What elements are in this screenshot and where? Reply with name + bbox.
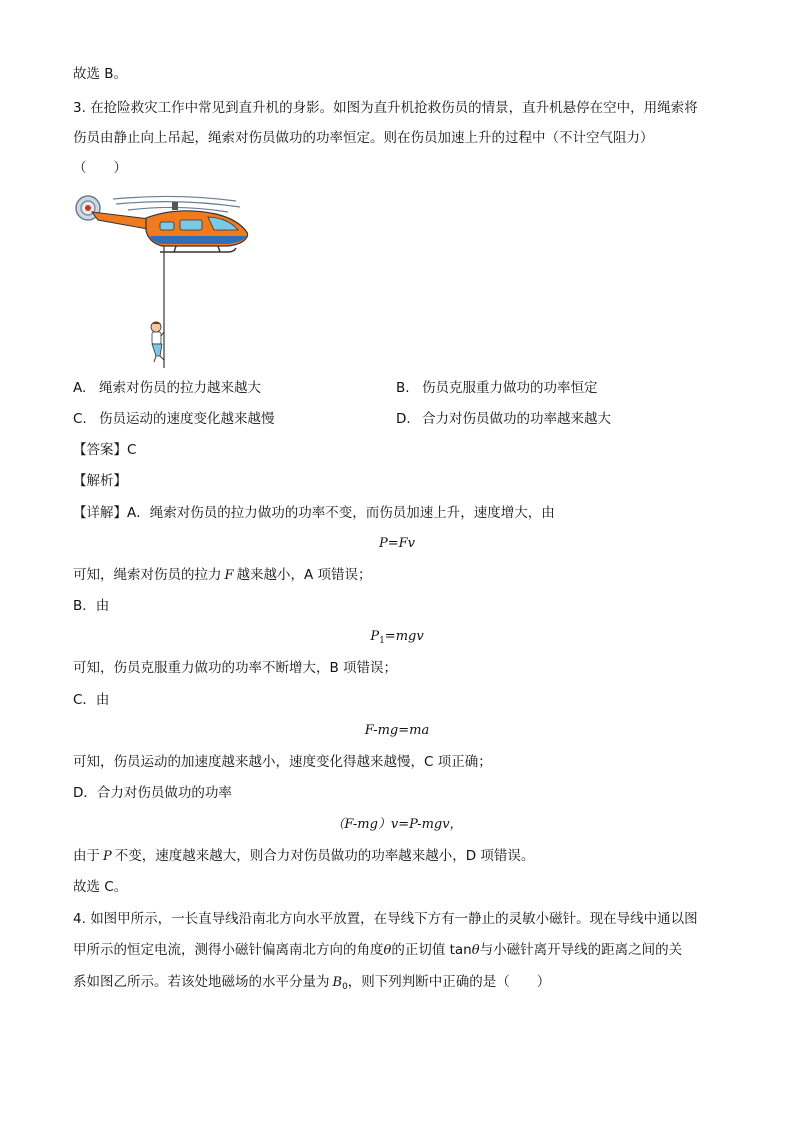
theta-symbol: θ (471, 943, 480, 958)
equation-3: F-mg=ma (364, 723, 430, 738)
eq2-rest: =mgv (384, 629, 424, 644)
answer-tag: 【答案】 (73, 442, 127, 458)
equation-4: （F-mg）v=P-mgv， (331, 817, 463, 832)
helicopter-rescue-figure (68, 190, 248, 370)
q3-stem-text1: 在抢险救灾工作中常见到直升机的身影。如图为直升机抢救伤员的情景，直升机悬停在空中，用绳索将 (90, 100, 698, 116)
result-b: 可知，伤员克服重力做功的功率不断增大，B 项错误； (73, 660, 398, 676)
answer-value: C (127, 442, 137, 458)
q4-line2 (73, 940, 682, 961)
eq2-sub: 1 (379, 636, 385, 646)
q4-text1: 如图甲所示，一长直导线沿南北方向水平放置，在导线下方有一静止的灵敏小磁针。现在导线中通以图 (90, 911, 698, 927)
result-d-post: 不变，速度越来越大，则合力对伤员做功的功率越来越小，D 项错误。 (114, 848, 535, 864)
result-c: 可知，伤员运动的加速度越来越小，速度变化得越来越慢，C 项正确； (73, 754, 492, 770)
b-head: B．由 (73, 598, 110, 614)
prev-conclusion: 故选 B。 (73, 66, 128, 82)
option-c (73, 409, 275, 429)
result-a-pre: 可知，绳索对伤员的拉力 (73, 567, 222, 583)
q3-stem-line1 (73, 98, 698, 118)
q4-text2c: 与小磁针离开导线的距离之间的关 (479, 942, 683, 958)
q3-conclusion: 故选 C。 (73, 879, 128, 895)
analysis-tag: 【解析】 (73, 473, 127, 489)
var-f: F (224, 568, 234, 583)
helicopter-stripe (150, 236, 246, 244)
q4-line1 (73, 909, 698, 929)
detail-tag: 【详解】 (73, 505, 127, 521)
equation-1: P=Fv (378, 536, 415, 551)
option-text: 伤员克服重力做功的功率恒定 (422, 380, 598, 396)
result-d-pre: 由于 (73, 848, 100, 864)
q4-text2b: 的正切值 tan (391, 942, 472, 958)
cabin-window (180, 220, 202, 230)
var-p: P (103, 849, 112, 864)
option-a (73, 378, 261, 398)
q4-text3a: 系如图乙所示。若该处地磁场的水平分量为 (73, 974, 330, 990)
q4-text3b: ，则下列判断中正确的是（ ） (347, 974, 551, 990)
option-b (396, 378, 598, 398)
q4-text2a: 甲所示的恒定电流，测得小磁针偏离南北方向的角度 (73, 942, 384, 958)
b0-symbol: B (332, 975, 343, 990)
result-a (73, 565, 372, 586)
result-d (73, 846, 534, 867)
b0-sub: 0 (342, 982, 348, 992)
q4-line3 (73, 972, 550, 997)
detail-a-text: A．绳索对伤员的拉力做功的功率不变，而伤员加速上升，速度增大，由 (127, 505, 555, 521)
q4-number: 4. (73, 911, 86, 927)
q3-answer-paren: （ ） (73, 160, 127, 176)
d-head: D．合力对伤员做功的功率 (73, 785, 232, 801)
option-text: 绳索对伤员的拉力越来越大 (99, 380, 261, 396)
option-label: B. (396, 380, 410, 396)
result-a-post: 越来越小，A 项错误； (236, 567, 372, 583)
option-text: 伤员运动的速度变化越来越慢 (99, 411, 275, 427)
eq2-p: P (370, 629, 380, 644)
option-label: D. (396, 411, 411, 427)
cabin-window (160, 222, 174, 230)
option-label: C. (73, 411, 87, 427)
q3-number: 3. (73, 100, 86, 116)
injured-person-icon (151, 322, 164, 363)
landing-skids (160, 246, 236, 252)
answer-line (73, 440, 136, 460)
c-head: C．由 (73, 692, 110, 708)
main-rotor-icon (113, 196, 240, 212)
q3-stem-line2: 伤员由静止向上吊起，绳索对伤员做功的功率恒定。则在伤员加速上升的过程中（不计空气阻力） (73, 130, 654, 146)
option-d (396, 409, 611, 429)
equation-2 (0, 627, 794, 651)
theta-symbol: θ (383, 943, 392, 958)
detail-a (73, 503, 555, 523)
option-label: A. (73, 380, 87, 396)
option-text: 合力对伤员做功的功率越来越大 (422, 411, 611, 427)
